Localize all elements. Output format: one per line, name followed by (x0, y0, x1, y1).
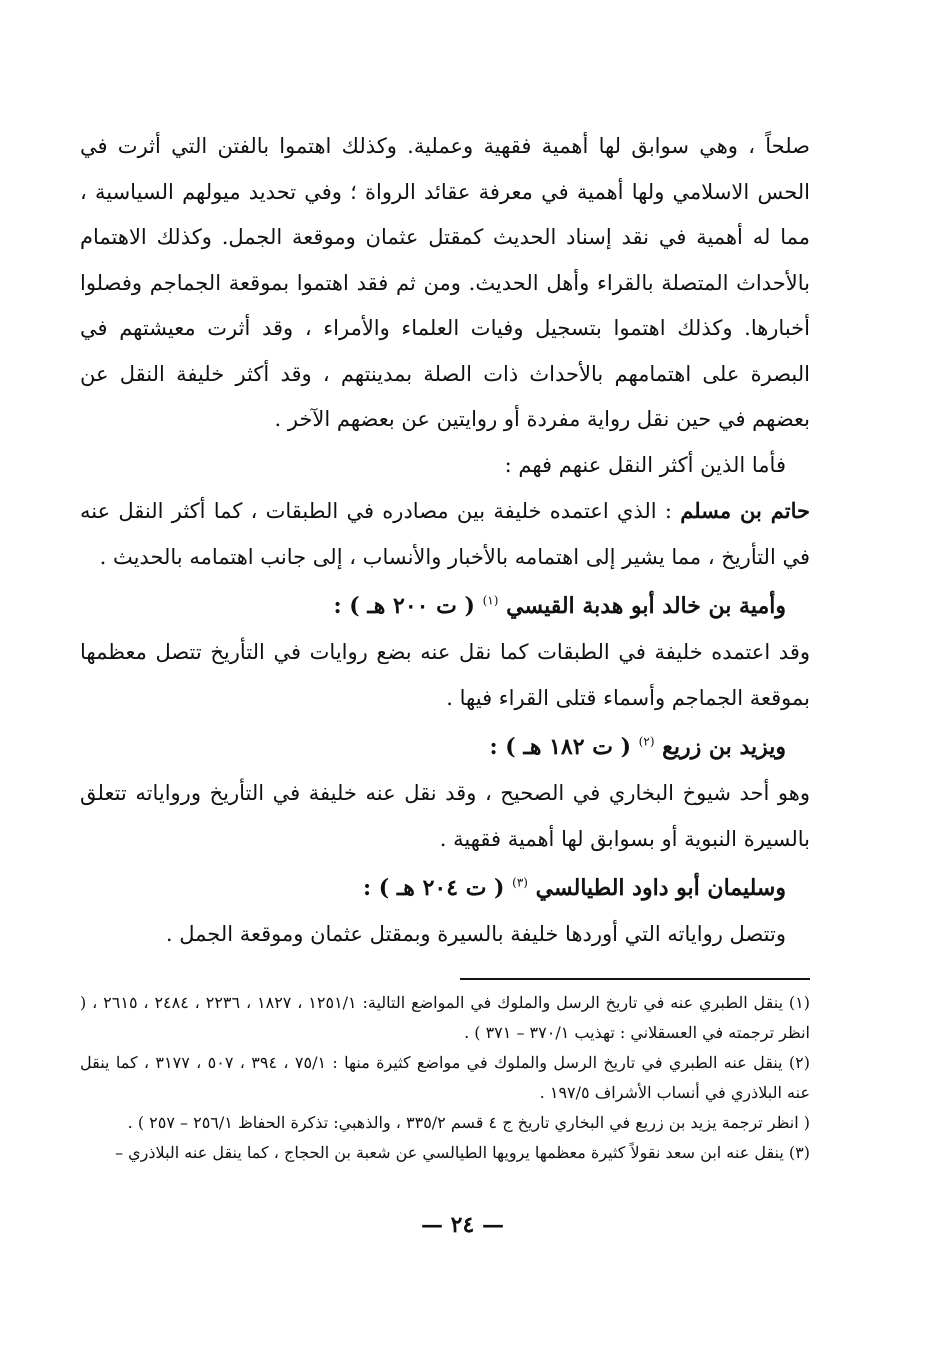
footnote-ref: (١) (482, 593, 499, 608)
narrator-name: ويزيد بن زريع (662, 734, 786, 760)
death-date: ( ت ٢٠٤ هـ ) : (363, 875, 505, 901)
footnote-ref: (٢) (638, 734, 655, 749)
footnote: (١) ينقل الطبري عنه في تاريخ الرسل والملوك في المواضع التالية: ١٢٥١/١ ، ١٨٢٧ ، ٢٢٣٦ ، ٢٤٨٤ ، ٢٦١٥ ، ( انظر ترجمته في العسقلاني : تهذيب ٣٧٠/١ – ٣٧١ ) . (80, 992, 810, 1042)
section-heading (80, 723, 810, 771)
narrator-name: وسليمان أبو داود الطيالسي (535, 875, 786, 901)
footnotes (80, 988, 810, 1168)
footnote-ref: (٣) (512, 875, 528, 890)
narrator-name: حاتم بن مسلم (680, 498, 810, 523)
paragraph: وتتصل رواياته التي أوردها خليفة بالسيرة وبمقتل عثمان وموقعة الجمل . (165, 922, 786, 946)
footnote: (٣) ينقل عنه ابن سعد نقولاً كثيرة معظمها يرويها الطيالسي عن شعبة بن الحجاج ، كما ينقل عنه البلاذري – (115, 1142, 810, 1162)
narrator-name: وأمية بن خالد أبو هدبة القيسي (506, 593, 786, 619)
paragraph (80, 488, 810, 580)
paragraph-text: : الذي اعتمده خليفة بين مصادره في الطبقات ، كما أكثر النقل عنه في التأريخ ، مما يشير إلى اهتمامه بالأخبار والأنساب ، إلى جانب اهتمامه بالحديث . (80, 499, 810, 569)
page-content (80, 124, 810, 1168)
paragraph: وهو أحد شيوخ البخاري في الصحيح ، وقد نقل عنه خليفة في التأريخ ورواياته تتعلق بالسيرة النبوية أو بسوابق لها أهمية فقهية . (80, 781, 810, 851)
footnote: ( انظر ترجمة يزيد بن زريع في البخاري تاريخ ج ٤ قسم ٣٣٥/٢ ، والذهبي: تذكرة الحفاظ ٢٥٦/١ – ٢٥٧ ) . (127, 1112, 810, 1132)
footnote-divider (460, 978, 810, 980)
section-heading (80, 864, 810, 912)
death-date: ( ت ٢٠٠ هـ ) : (333, 593, 475, 619)
section-heading (80, 582, 810, 630)
main-text (80, 124, 810, 958)
page-number: — ٢٤ — (421, 1212, 504, 1238)
paragraph: صلحاً ، وهي سوابق لها أهمية فقهية وعملية. وكذلك اهتموا بالفتن التي أثرت في الحس الاسلامي ولها أهمية في معرفة عقائد الرواة ؛ وفي تحديد ميولهم السياسية ، مما له أهمية في نقد إسناد الحديث كمقتل عثمان وموقعة الجمل. وكذلك الاهتمام بالأحداث المتصلة بالقراء وأهل الحديث. ومن ثم فقد اهتموا بموقعة الجماجم وفصلوا أخبارها. وكذلك اهتموا بتسجيل وفيات العلماء والأمراء ، وقد أثرت معيشتهم في البصرة على اهتمامهم بالأحداث ذات الصلة بمدينتهم ، وقد أكثر خليفة النقل عن بعضهم في حين نقل رواية مفردة أو روايتين عن بعضهم الآخر . (80, 134, 810, 431)
paragraph: فأما الذين أكثر النقل عنهم فهم : (504, 452, 786, 477)
footnote: (٢) ينقل عنه الطبري في تاريخ الرسل والملوك في مواضع كثيرة منها : ٧٥/١ ، ٣٩٤ ، ٥٠٧ ، ٣١٧٧ ، كما ينقل عنه البلاذري في أنساب الأشراف ١٩٧/٥ . (80, 1052, 810, 1102)
death-date: ( ت ١٨٢ هـ ) : (489, 734, 631, 760)
paragraph: وقد اعتمده خليفة في الطبقات كما نقل عنه بضع روايات في التأريخ تتصل معظمها بموقعة الجماجم وأسماء قتلى القراء فيها . (80, 640, 810, 710)
